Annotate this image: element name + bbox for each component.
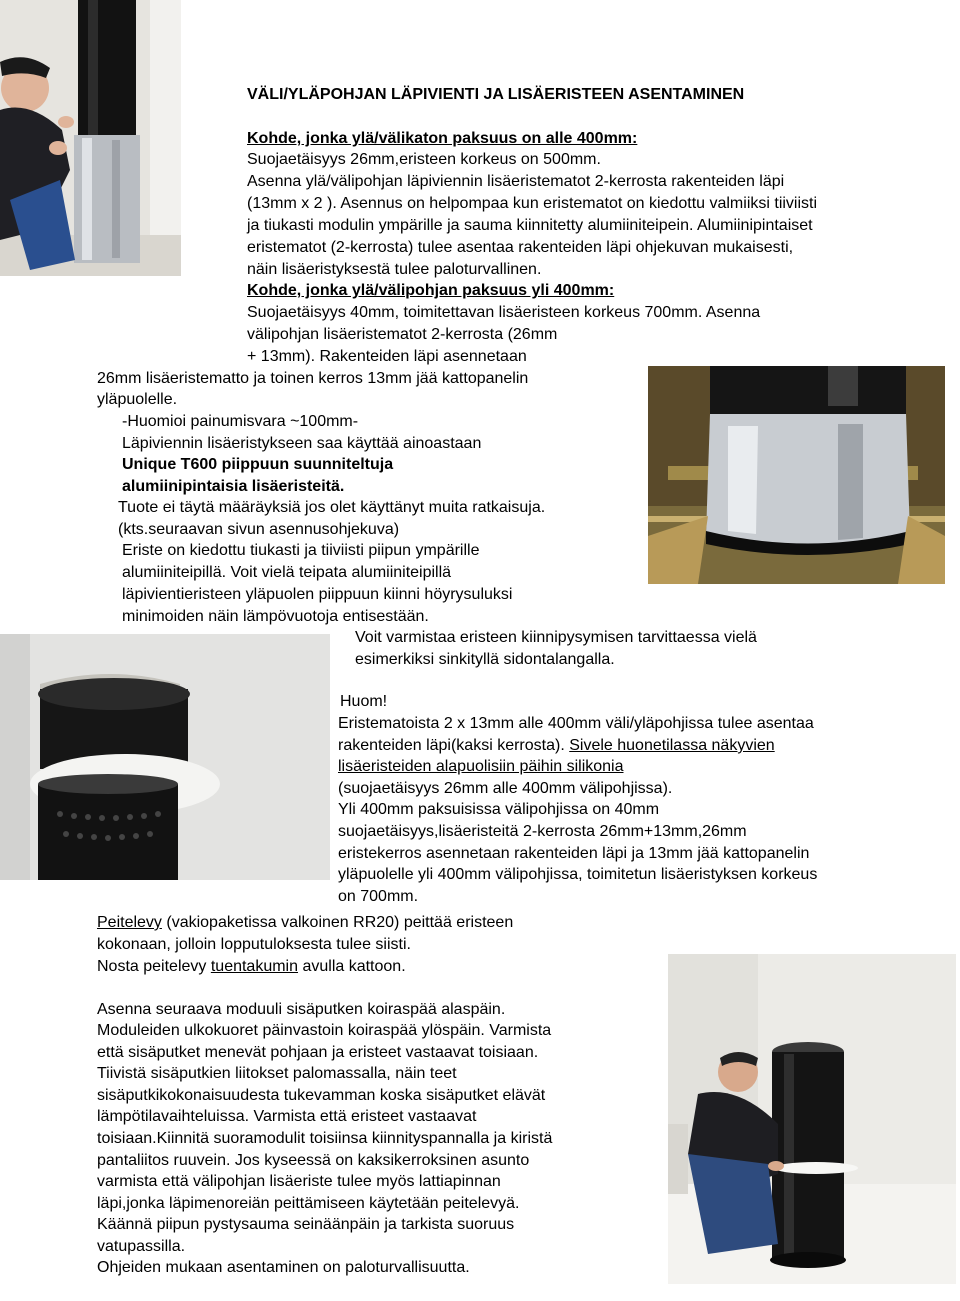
photo-ceiling-cover-plate	[0, 634, 330, 880]
huom-line-2	[338, 735, 775, 757]
section1-line: eristematot (2-kerrosta) tulee asentaa rakenteiden läpi ohjekuvan mukaisesti,	[247, 239, 794, 256]
section2-line: 26mm lisäeristematto ja toinen kerros 13mm jää kattopanelin	[97, 370, 529, 387]
peitelevy-text: Nosta peitelevy	[97, 958, 211, 975]
section2-line: + 13mm). Rakenteiden läpi asennetaan	[247, 348, 527, 365]
section1-line: Suojaetäisyys 26mm,eristeen korkeus on 500mm.	[247, 151, 601, 168]
section1-line: Asenna ylä/välipohjan läpiviennin lisäeristematot 2-kerrosta rakenteiden läpi	[247, 173, 785, 190]
huom-underlined-text: Sivele huonetilassa näkyvien	[569, 737, 775, 754]
peitelevy-text: avulla kattoon.	[298, 958, 406, 975]
page-title: VÄLI/YLÄPOHJAN LÄPIVIENTI JA LISÄERISTEEN ASENTAMINEN	[247, 86, 745, 103]
final-line: Ohjeiden mukaan asentaminen on paloturvallisuutta.	[97, 1259, 470, 1276]
peitelevy-line-2: kokonaan, jolloin lopputuloksesta tulee siisti.	[97, 936, 411, 953]
section2-line: yläpuolelle.	[97, 391, 178, 408]
final-line: läpi,jonka läpimenoreiän peittämiseen käytetään peitelevyä.	[97, 1195, 520, 1212]
section1-line: näin lisäeristyksestä tulee paloturvallinen.	[247, 261, 542, 278]
section2-line: välipohjan lisäeristematot 2-kerrosta (26mm	[247, 326, 558, 343]
final-line: että sisäputket menevät pohjaan ja eristeet vastaavat toisiaan.	[97, 1044, 539, 1061]
huom-line: suojaetäisyys,lisäeristeitä 2-kerrosta 26mm+13mm,26mm	[338, 823, 747, 840]
note-line: Eriste on kiedottu tiukasti ja tiiviisti piipun ympärille	[122, 542, 480, 559]
section2-line: Suojaetäisyys 40mm, toimitettavan lisäeristeen korkeus 700mm. Asenna	[247, 304, 761, 321]
huom-underlined-line: lisäeristeiden alapuolisiin päihin silikonia	[338, 758, 624, 775]
photo-insulation-in-floor	[648, 366, 945, 584]
note-line: (kts.seuraavan sivun asennusohjekuva)	[118, 521, 400, 538]
final-line: varmista että välipohjan lisäeriste tulee myös lattiapinnan	[97, 1173, 501, 1190]
final-line: toisiaan.Kiinnitä suoramodulit toisiinsa kiinnityspannalla ja kiristä	[97, 1130, 553, 1147]
final-line: sisäputkikokonaisuudesta tukevamman koska sisäputket elävät	[97, 1087, 546, 1104]
final-line: vatupassilla.	[97, 1238, 186, 1255]
note-line: Läpiviennin lisäeristykseen saa käyttää ainoastaan	[122, 435, 482, 452]
final-line: Käännä piipun pystysauma seinäänpäin ja tarkista suoruus	[97, 1216, 515, 1233]
note-line: Tuote ei täytä määräyksiä jos olet käyttänyt muita ratkaisuja.	[118, 499, 546, 516]
section2-heading: Kohde, jonka ylä/välipohjan paksuus yli 400mm:	[247, 282, 615, 299]
note-extra-line: esimerkiksi sinkityllä sidontalangalla.	[355, 651, 615, 668]
huom-line: yläpuolelle yli 400mm välipohjissa, toimitetun lisäeristyksen korkeus	[338, 866, 818, 883]
section1-line: (13mm x 2 ). Asennus on helpompaa kun eristematot on kiedottu valmiiksi tiiviisti	[247, 195, 818, 212]
final-line: lämpötilavaihteluissa. Varmista että eristeet vastaavat	[97, 1108, 477, 1125]
peitelevy-text: (vakiopaketissa valkoinen RR20) peittää eristeen	[161, 914, 514, 931]
peitelevy-line-3	[97, 956, 406, 978]
peitelevy-line-1	[97, 912, 513, 934]
huom-line: on 700mm.	[338, 888, 419, 905]
huom-label: Huom!	[340, 693, 388, 710]
section1-heading: Kohde, jonka ylä/välikaton paksuus on alle 400mm:	[247, 130, 638, 147]
final-line: Tiivistä sisäputkien liitokset palomassalla, näin teet	[97, 1065, 457, 1082]
final-line: Asenna seuraava moduuli sisäputken koiraspää alaspäin.	[97, 1001, 506, 1018]
note-bold-line: alumiinipintaisia lisäeristeitä.	[122, 478, 345, 495]
final-line: pantaliitos ruuvein. Jos kyseessä on kaksikerroksinen asunto	[97, 1152, 530, 1169]
note-line: -Huomioi painumisvara ~100mm-	[122, 413, 359, 430]
tuentakumi-term: tuentakumin	[210, 958, 299, 975]
note-bold-line: Unique T600 piippuun suunniteltuja	[122, 456, 394, 473]
note-line: minimoiden näin lämpövuotoja entisestään.	[122, 608, 429, 625]
note-line: alumiiniteipillä. Voit vielä teipata alumiiniteipillä	[122, 564, 452, 581]
final-line: Moduleiden ulkokuoret päinvastoin koiraspää ylöspäin. Varmista	[97, 1022, 552, 1039]
huom-line: Yli 400mm paksuisissa välipohjissa on 40mm	[338, 801, 660, 818]
note-extra-line: Voit varmistaa eristeen kiinnipysymisen tarvittaessa vielä	[355, 629, 757, 646]
huom-line: eristekerros asennetaan rakenteiden läpi ja 13mm jää kattopanelin	[338, 845, 810, 862]
peitelevy-term: Peitelevy	[97, 914, 162, 931]
huom-text: rakenteiden läpi(kaksi kerrosta).	[338, 737, 570, 754]
photo-pipe-floor-install	[668, 954, 956, 1284]
huom-line: Eristematoista 2 x 13mm alle 400mm väli/yläpohjissa tulee asentaa	[338, 715, 814, 732]
huom-line: (suojaetäisyys 26mm alle 400mm välipohjissa).	[338, 780, 673, 797]
photo-insulation-wrapping	[0, 0, 181, 276]
section1-line: ja tiukasti modulin ympärille ja sauma kiinnitetty alumiiniteipein. Alumiinipintaiset	[247, 217, 813, 234]
note-line: läpivientieristeen yläpuolen piippuun kiinni höyrysuluksi	[122, 586, 513, 603]
